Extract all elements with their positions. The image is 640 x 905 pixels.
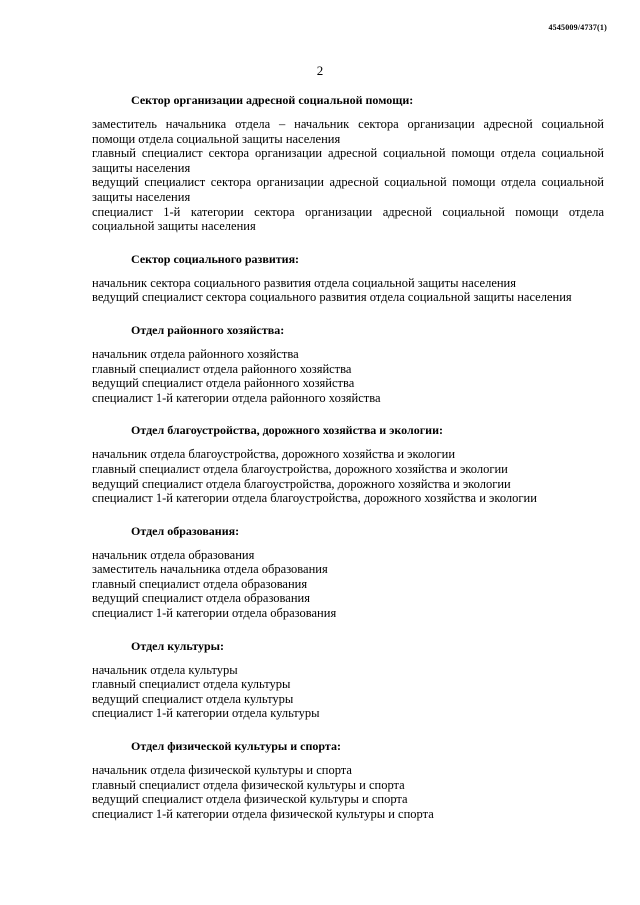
section-heading: Сектор организации адресной социальной помощи: xyxy=(131,93,414,107)
position-line: специалист 1-й категории отдела образования xyxy=(92,606,337,621)
section-heading: Отдел физической культуры и спорта: xyxy=(131,739,341,754)
section-education xyxy=(92,524,604,621)
position-line: ведущий специалист отдела районного хозяйства xyxy=(92,376,355,391)
section-physical-culture-sport xyxy=(92,739,604,821)
section-heading: Отдел образования: xyxy=(131,523,240,538)
section-culture xyxy=(92,639,604,721)
position-line: ведущий специалист сектора организации адресной социальной помощи отдела социальной защиты населения xyxy=(92,175,604,204)
position-line: главный специалист отдела районного хозяйства xyxy=(92,361,352,376)
section-address-social-aid xyxy=(92,93,604,234)
position-line: начальник отдела образования xyxy=(92,547,255,562)
position-line: главный специалист отдела образования xyxy=(92,576,308,591)
document-id: 4545009/4737(1) xyxy=(548,23,607,32)
position-line: начальник отдела физической культуры и спорта xyxy=(92,763,352,778)
position-line: ведущий специалист отдела культуры xyxy=(92,691,294,706)
section-improvement-roads-ecology xyxy=(92,423,604,505)
section-district-economy xyxy=(92,323,604,405)
section-heading: Отдел культуры: xyxy=(131,638,225,653)
position-line: начальник отдела культуры xyxy=(92,662,238,677)
section-heading: Сектор социального развития: xyxy=(131,251,300,266)
position-line: главный специалист сектора организации адресной социальной помощи отдела социальной защиты населения xyxy=(92,146,604,175)
position-line: главный специалист отдела благоустройства, дорожного хозяйства и экологии xyxy=(92,461,508,476)
position-line: специалист 1-й категории отдела культуры xyxy=(92,706,320,721)
position-line: специалист 1-й категории сектора организации адресной социальной помощи отдела социальной защиты населения xyxy=(92,204,604,234)
position-line: заместитель начальника отдела образования xyxy=(92,562,328,577)
position-line: главный специалист отдела культуры xyxy=(92,677,291,692)
position-line: ведущий специалист отдела образования xyxy=(92,591,310,606)
position-line: ведущий специалист сектора социального развития отдела социальной защиты населения xyxy=(92,290,572,305)
position-line: заместитель начальника отдела – начальник сектора организации адресной социальной помощи отдела социальной защиты населения xyxy=(92,117,604,146)
section-heading: Отдел районного хозяйства: xyxy=(131,322,285,337)
position-line: ведущий специалист отдела физической культуры и спорта xyxy=(92,792,408,807)
position-line: главный специалист отдела физической культуры и спорта xyxy=(92,777,405,792)
document-body xyxy=(92,93,604,839)
position-line: специалист 1-й категории отдела районного хозяйства xyxy=(92,390,381,405)
position-line: начальник отдела районного хозяйства xyxy=(92,346,299,361)
position-line: начальник сектора социального развития отдела социальной защиты населения xyxy=(92,275,516,290)
position-line: ведущий специалист отдела благоустройства, дорожного хозяйства и экологии xyxy=(92,476,511,491)
section-social-development xyxy=(92,252,604,305)
section-heading: Отдел благоустройства, дорожного хозяйства и экологии: xyxy=(131,423,443,438)
position-line: специалист 1-й категории отдела благоустройства, дорожного хозяйства и экологии xyxy=(92,491,537,506)
page-number: 2 xyxy=(316,63,324,78)
position-line: начальник отдела благоустройства, дорожного хозяйства и экологии xyxy=(92,447,456,462)
position-line: специалист 1-й категории отдела физической культуры и спорта xyxy=(92,806,434,821)
